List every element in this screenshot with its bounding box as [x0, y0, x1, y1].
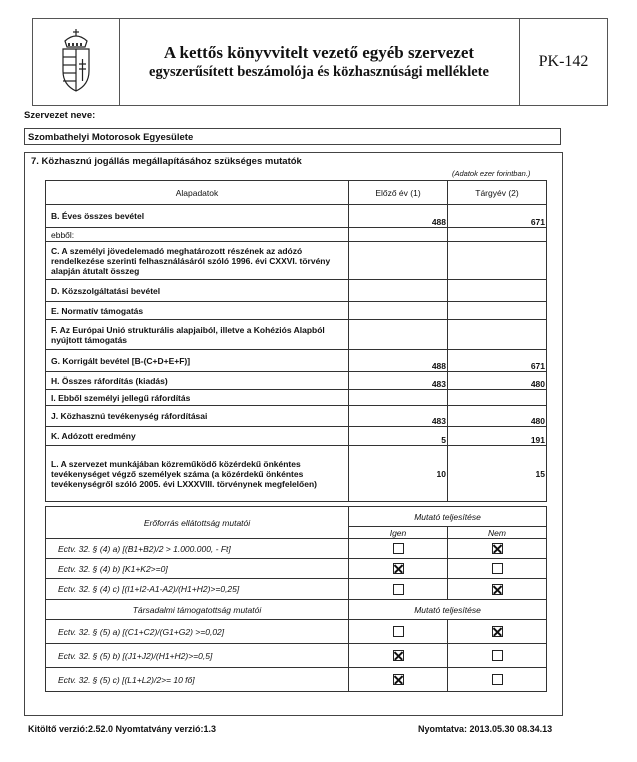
- indicator-row: [46, 559, 547, 579]
- table-row: [46, 390, 547, 406]
- prev-year-value[interactable]: [349, 228, 448, 242]
- indicators-data-table: [45, 180, 547, 502]
- table-row: [46, 228, 547, 242]
- current-year-value[interactable]: 671: [448, 205, 547, 228]
- current-year-value[interactable]: [448, 320, 547, 350]
- row-label: ebből:: [46, 228, 349, 242]
- prev-year-value[interactable]: [349, 302, 448, 320]
- no-checkbox[interactable]: [492, 563, 503, 574]
- table-row: [46, 446, 547, 502]
- row-label: D. Közszolgáltatási bevétel: [46, 280, 349, 302]
- row-label: G. Korrigált bevétel [B-(C+D+E+F)]: [46, 350, 349, 372]
- unit-note: (Adatok ezer forintban.): [452, 169, 531, 178]
- yes-checkbox[interactable]: [393, 626, 404, 637]
- social-fulfilment-header: Mutató teljesítése: [349, 600, 547, 620]
- indicator-label: Ectv. 32. § (5) a) [(C1+C2)/(G1+G2) >=0,02]: [46, 620, 349, 644]
- form-title: [119, 19, 520, 105]
- organization-label: Szervezet neve:: [24, 110, 96, 121]
- indicator-label: Ectv. 32. § (4) a) [(B1+B2)/2 > 1.000.000, - Ft]: [46, 539, 349, 559]
- table-row: [46, 280, 547, 302]
- prev-year-value[interactable]: 483: [349, 406, 448, 427]
- indicator-label: Ectv. 32. § (5) c) [(L1+L2)/2>= 10 fő]: [46, 668, 349, 692]
- column-header-prev-year: Előző év (1): [349, 181, 448, 205]
- footer-version-info: Kitöltő verzió:2.52.0 Nyomtatvány verzió:1.3: [28, 724, 217, 734]
- row-label: L. A szervezet munkájában közreműködő közérdekű önkéntes tevékenységet végző személyek száma (a közérdekű önkéntes tevékenységről szóló 2005. évi LXXXVIII. törvénynek megfelelően): [46, 446, 349, 502]
- table-row: [46, 205, 547, 228]
- organization-name-field[interactable]: Szombathelyi Motorosok Egyesülete: [24, 128, 561, 145]
- no-checkbox[interactable]: [492, 650, 503, 661]
- indicator-label: Ectv. 32. § (5) b) [(J1+J2)/(H1+H2)>=0,5]: [46, 644, 349, 668]
- fulfilment-header: Mutató teljesítése: [349, 507, 547, 527]
- indicator-label: Ectv. 32. § (4) b) [K1+K2>=0]: [46, 559, 349, 579]
- yes-column-header: Igen: [349, 527, 448, 539]
- yes-checkbox[interactable]: [393, 543, 404, 554]
- column-header-basic-data: Alapadatok: [46, 181, 349, 205]
- prev-year-value[interactable]: 488: [349, 205, 448, 228]
- section-title: 7. Közhasznú jogállás megállapításához szükséges mutatók: [31, 156, 302, 167]
- yes-checkbox[interactable]: [393, 674, 404, 685]
- current-year-value[interactable]: 671: [448, 350, 547, 372]
- table-row: [46, 427, 547, 446]
- prev-year-value[interactable]: 5: [349, 427, 448, 446]
- resource-indicators-header: Erőforrás ellátottság mutatói: [46, 507, 349, 539]
- indicator-row: [46, 668, 547, 692]
- yes-checkbox[interactable]: [393, 650, 404, 661]
- indicator-label: Ectv. 32. § (4) c) [(I1+I2-A1-A2)/(H1+H2)>=0,25]: [46, 579, 349, 600]
- current-year-value[interactable]: 15: [448, 446, 547, 502]
- table-row: [46, 302, 547, 320]
- current-year-value[interactable]: [448, 242, 547, 280]
- no-checkbox[interactable]: [492, 584, 503, 595]
- table-row: [46, 242, 547, 280]
- current-year-value[interactable]: 480: [448, 372, 547, 390]
- indicator-header-row: [46, 507, 547, 527]
- form-header: [32, 18, 608, 106]
- no-checkbox[interactable]: [492, 543, 503, 554]
- indicator-row: [46, 620, 547, 644]
- table-row: [46, 320, 547, 350]
- prev-year-value[interactable]: 483: [349, 372, 448, 390]
- indicator-header-row: [46, 600, 547, 620]
- no-column-header: Nem: [448, 527, 547, 539]
- fulfilment-indicators-table: [45, 506, 547, 692]
- form-code: PK-142: [538, 53, 589, 70]
- yes-checkbox[interactable]: [393, 584, 404, 595]
- table-header-row: [46, 181, 547, 205]
- row-label: H. Összes ráfordítás (kiadás): [46, 372, 349, 390]
- current-year-value[interactable]: 191: [448, 427, 547, 446]
- current-year-value[interactable]: [448, 390, 547, 406]
- indicator-row: [46, 644, 547, 668]
- form-title-line1: A kettős könyvvitelt vezető egyéb szervezet: [163, 43, 475, 62]
- yes-checkbox[interactable]: [393, 563, 404, 574]
- table-row: [46, 406, 547, 427]
- row-label: J. Közhasznú tevékenység ráfordításai: [46, 406, 349, 427]
- row-label: F. Az Európai Unió strukturális alapjaiból, illetve a Kohéziós Alapból nyújtott támogatás: [46, 320, 349, 350]
- table-row: [46, 372, 547, 390]
- no-checkbox[interactable]: [492, 626, 503, 637]
- row-label: I. Ebből személyi jellegű ráfordítás: [46, 390, 349, 406]
- no-checkbox[interactable]: [492, 674, 503, 685]
- prev-year-value[interactable]: [349, 390, 448, 406]
- row-label: K. Adózott eredmény: [46, 427, 349, 446]
- indicator-row: [46, 579, 547, 600]
- footer-print-date: Nyomtatva: 2013.05.30 08.34.13: [418, 724, 553, 734]
- table-row: [46, 350, 547, 372]
- current-year-value[interactable]: [448, 280, 547, 302]
- social-indicators-header: Társadalmi támogatottság mutatói: [46, 600, 349, 620]
- prev-year-value[interactable]: 10: [349, 446, 448, 502]
- row-label: B. Éves összes bevétel: [46, 205, 349, 228]
- prev-year-value[interactable]: [349, 242, 448, 280]
- column-header-current-year: Tárgyév (2): [448, 181, 547, 205]
- row-label: C. A személyi jövedelemadó meghatározott részének az adózó rendelkezése szerinti felhasználásáról szóló 1996. évi CXXVI. törvény alapján átutalt összeg: [46, 242, 349, 280]
- coat-of-arms-logo: [33, 19, 120, 105]
- row-label: E. Normatív támogatás: [46, 302, 349, 320]
- indicator-row: [46, 539, 547, 559]
- current-year-value[interactable]: [448, 302, 547, 320]
- prev-year-value[interactable]: [349, 320, 448, 350]
- form-title-line2: egyszerűsített beszámolója és közhasznúsági melléklete: [149, 64, 489, 80]
- prev-year-value[interactable]: 488: [349, 350, 448, 372]
- prev-year-value[interactable]: [349, 280, 448, 302]
- current-year-value[interactable]: 480: [448, 406, 547, 427]
- current-year-value[interactable]: [448, 228, 547, 242]
